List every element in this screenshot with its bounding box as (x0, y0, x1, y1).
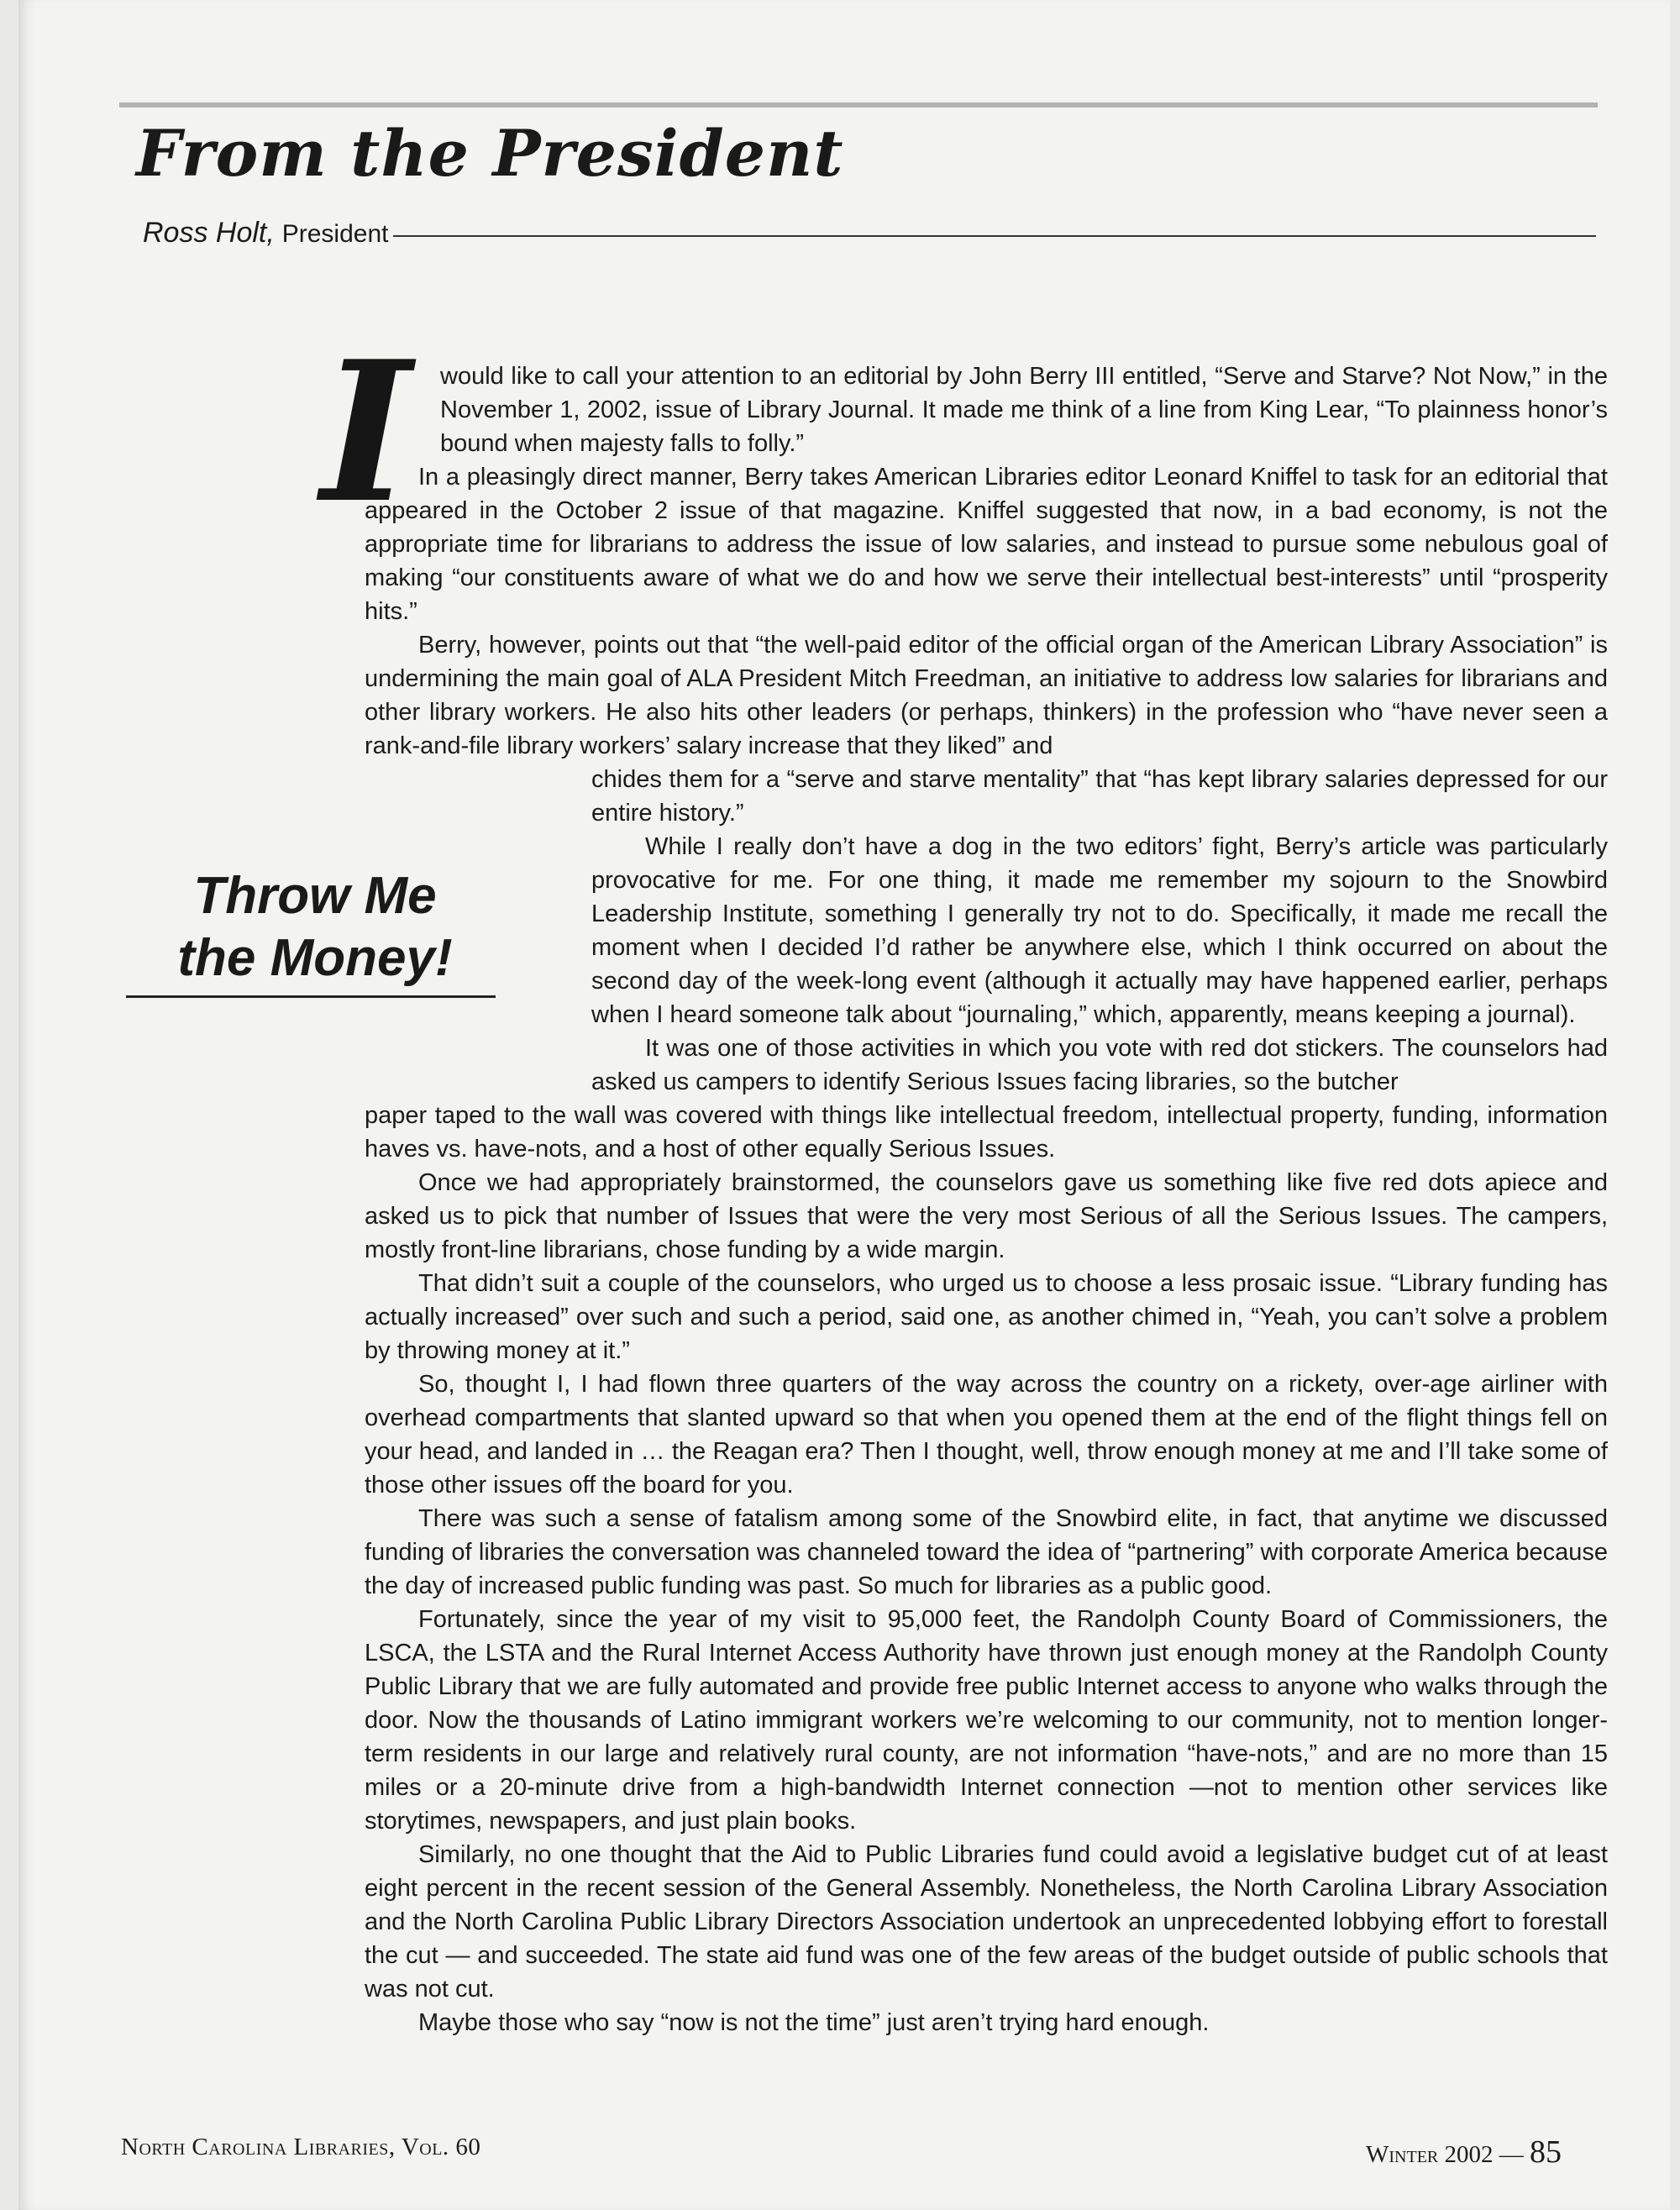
paragraph: would like to call your attention to an editorial by John Berry III entitled, “Serve and Starve? Not Now,” in the November 1, 2002, issue of Library Journal. It made me think of a line from King Lear, “To plainness honor’s bound when majesty falls to folly.” (440, 363, 1608, 457)
paragraph: It was one of those activities in which you vote with red dot stickers. The counselors had asked us campers to identify Serious Issues facing libraries, so the butcher (591, 1035, 1608, 1095)
author-role: President (281, 220, 389, 248)
paragraph: So, thought I, I had flown three quarters of the way across the country on a rickety, over-age airliner with overhead compartments that slanted upward so that when you opened them at the end of the flight things fell on your head, and landed in … the Reagan era? Then I thought, well, throw enough money at me and I’ll take some of those other issues off the board for you. (365, 1371, 1608, 1499)
paragraph: paper taped to the wall was covered with things like intellectual freedom, intellectual property, funding, information haves vs. have-nots, and a host of other equally Serious Issues. (365, 1102, 1608, 1163)
page (18, 0, 1670, 2210)
article-title-line-2: the Money! (177, 929, 453, 988)
drop-cap: I (321, 319, 412, 546)
paragraph: Maybe those who say “now is not the time” just aren’t trying hard enough. (418, 2009, 1210, 2036)
paragraph: chides them for a “serve and starve mentality” that “has kept library salaries depressed for our entire history.” (591, 766, 1608, 827)
author-name: Ross Holt, (143, 217, 275, 249)
byline-rule (393, 234, 1596, 237)
paragraph: Similarly, no one thought that the Aid to Public Libraries fund could avoid a legislative budget cut of at least eight percent in the recent session of the General Assembly. Nonetheless, the North Carolina Library Association and the North Carolina Public Library Directors Association undertook an unprecedented lobbying effort to forestall the cut — and succeeded. The state aid fund was one of the few areas of the budget outside of public schools that was not cut. (365, 1841, 1608, 2003)
article-title-line-1: Throw Me (193, 867, 437, 925)
article-body (365, 360, 1608, 2039)
footer-issue (1366, 2134, 1562, 2171)
byline (143, 217, 1596, 249)
paragraph: While I really don’t have a dog in the two editors’ fight, Berry’s article was particularly provocative for me. For one thing, it made me remember my sojourn to the Snowbird Leadership Institute, something I generally try not to do. Specifically, it made me recall the moment when I decided I’d rather be anywhere else, which I think occurred on about the second day of the week-long event (although it actually may have happened earlier, perhaps when I heard someone talk about “journaling,” which, apparently, means keeping a journal). (591, 833, 1608, 1028)
paragraph: Once we had appropriately brainstormed, the counselors gave us something like five red dots apiece and asked us to pick that number of Issues that were the very most Serious of all the Serious Issues. The campers, mostly front-line librarians, chose funding by a wide margin. (365, 1169, 1608, 1263)
paragraph: Berry, however, points out that “the well-paid editor of the official organ of the American Library Association” is undermining the main goal of ALA President Mitch Freedman, an initiative to address low salaries for librarians and other library workers. He also hits other leaders (or perhaps, thinkers) in the profession who “have never seen a rank-and-file library workers’ salary increase that they liked” and (365, 632, 1608, 759)
paragraph: In a pleasingly direct manner, Berry takes American Libraries editor Leonard Kniffel to task for an editorial that appeared in the October 2 issue of that magazine. Kniffel suggested that now, in a bad economy, is not the appropriate time for librarians to address the issue of low salaries, and instead to pursue some nebulous goal of making “our constituents aware of what we do and how we serve their intellectual best-interests” until “prosperity hits.” (365, 464, 1608, 625)
page-number: 85 (1530, 2134, 1562, 2170)
paragraph: That didn’t suit a couple of the counselors, who urged us to choose a less prosaic issue. “Library funding has actually increased” over such and such a period, said one, as another chimed in, “Yeah, you can’t solve a problem by throwing money at it.” (365, 1270, 1608, 1364)
footer-publication: North Carolina Libraries, Vol. 60 (121, 2134, 481, 2160)
footer-issue-date: Winter 2002 — (1366, 2141, 1524, 2168)
paragraph: There was such a sense of fatalism among some of the Snowbird elite, in fact, that anytime we discussed funding of libraries the conversation was channeled toward the idea of “partnering” with corporate America because the day of increased public funding was past. So much for libraries as a public good. (365, 1505, 1608, 1599)
paragraph: Fortunately, since the year of my visit to 95,000 feet, the Randolph County Board of Commissioners, the LSCA, the LSTA and the Rural Internet Access Authority have thrown just enough money at the Randolph County Public Library that we are fully automated and provide free public Internet access to anyone who walks through the door. Now the thousands of Latino immigrant workers we’re welcoming to our community, not to mention longer-term residents in our large and relatively rural county, are not information “have-nots,” and are no more than 15 miles or a 20-minute drive from a high-bandwidth Internet connection —not to mention other services like storytimes, newspapers, and just plain books. (365, 1606, 1608, 1835)
page-heading: From the President (136, 116, 844, 191)
top-rule (119, 102, 1598, 108)
